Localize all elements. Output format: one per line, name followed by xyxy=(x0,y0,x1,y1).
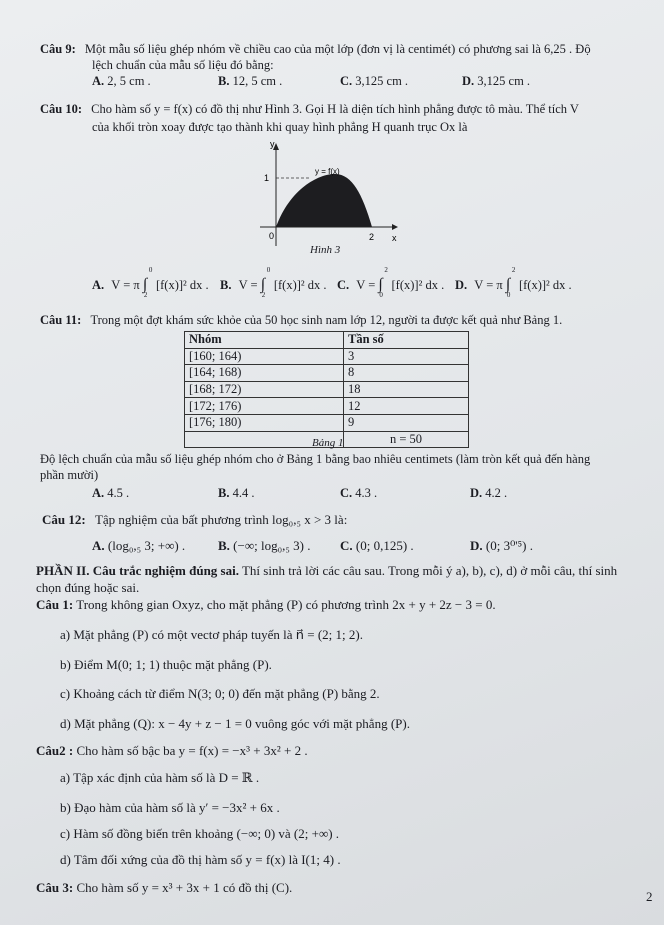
table-row: [164; 168) 8 xyxy=(185,365,469,382)
q11-question-1: Độ lệch chuẩn của mẫu số liệu ghép nhóm cho ở Bảng 1 bằng bao nhiêu centimets (làm tròn kết quả đến hàng xyxy=(40,452,591,466)
q9-label: Câu 9: xyxy=(40,42,76,56)
q9-option-d[interactable]: D. 3,125 cm . xyxy=(462,74,531,88)
q10-line1 xyxy=(40,102,579,117)
q12-option-a[interactable]: A. (log₀,₅ 3; +∞) . xyxy=(92,538,186,553)
p2-c2-item-a[interactable]: a) Tập xác định của hàm số là D = ℝ . xyxy=(60,770,260,785)
p2-c3-label: Câu 3: xyxy=(36,880,74,895)
q11-line xyxy=(40,313,562,328)
part2-instructions-1: Thí sinh trả lời các câu sau. Trong mỗi ý a), b), c), d) ở mỗi câu, thí sinh xyxy=(238,563,618,578)
q10-option-d[interactable]: D. V = π ∫ 2 0 [f(x)]² dx . xyxy=(455,266,572,299)
q11-option-d[interactable]: D. 4.2 . xyxy=(470,486,508,500)
q10-text-1: Cho hàm số y = f(x) có đồ thị như Hình 3. Gọi H là diện tích hình phẳng được tô màu. Thể tích V xyxy=(91,102,579,116)
header-frequency: Tần số xyxy=(344,332,469,349)
tick-x-2: 2 xyxy=(369,232,375,242)
q10-option-a[interactable]: A. V = π ∫ 0 2 [f(x)]² dx . xyxy=(92,266,209,299)
q10-label: Câu 10: xyxy=(40,102,83,116)
p2-c2-label: Câu2 : xyxy=(36,743,74,758)
axis-y-label: y xyxy=(270,139,275,149)
curve-label: y = f(x) xyxy=(315,167,340,176)
q11-question-2: phần mười) xyxy=(40,468,99,482)
table-header-row xyxy=(185,332,469,349)
q10-option-c[interactable]: C. V = ∫ 2 0 [f(x)]² dx . xyxy=(337,266,445,299)
page-number: 2 xyxy=(646,889,653,904)
origin-label: 0 xyxy=(269,231,275,241)
q10-text-2: của khối tròn xoay được tạo thành khi quay hình phẳng H quanh trục Ox là xyxy=(92,120,468,134)
p2-c3-line xyxy=(36,880,292,896)
part2-header xyxy=(36,563,617,579)
p2-c1-text: Trong không gian Oxyz, cho mặt phẳng (P) có phương trình 2x + y + 2z − 3 = 0. xyxy=(76,597,496,612)
table-total-row: n = 50 xyxy=(185,431,469,448)
q11-intro: Trong một đợt khám sức khỏe của 50 học sinh nam lớp 12, người ta được kết quả như Bảng 1. xyxy=(90,313,563,327)
q12-text: Tập nghiệm của bất phương trình log₀,₅ x > 3 là: xyxy=(94,512,348,527)
table-row: [160; 164) 3 xyxy=(185,348,469,365)
q9-option-c[interactable]: C. 3,125 cm . xyxy=(340,74,409,88)
axis-x-label: x xyxy=(392,233,397,243)
p2-c1-item-d[interactable]: d) Mặt phẳng (Q): x − 4y + z − 1 = 0 vuông góc với mặt phẳng (P). xyxy=(60,716,410,731)
table-1-caption: Bảng 1 xyxy=(312,437,344,449)
p2-c1-item-a[interactable]: a) Mặt phẳng (P) có một vectơ pháp tuyến là n⃗ = (2; 1; 2). xyxy=(60,627,363,642)
table-row: [176; 180) 9 xyxy=(185,414,469,431)
x-axis-arrow xyxy=(392,224,398,230)
q9-option-b[interactable]: B. 12, 5 cm . xyxy=(218,74,283,88)
p2-c1-line xyxy=(36,597,496,613)
p2-c2-line xyxy=(36,743,308,759)
q11-option-c[interactable]: C. 4.3 . xyxy=(340,486,378,500)
p2-c2-item-c[interactable]: c) Hàm số đồng biến trên khoảng (−∞; 0) và (2; +∞) . xyxy=(60,826,340,841)
tick-y-1: 1 xyxy=(264,173,270,183)
q10-option-b[interactable]: B. V = ∫ 0 2 [f(x)]² dx . xyxy=(220,266,327,299)
figure-3-caption: Hình 3 xyxy=(310,244,341,256)
frequency-table xyxy=(184,331,469,448)
part2-title: PHẦN II. Câu trắc nghiệm đúng sai. xyxy=(36,563,239,578)
p2-c1-item-c[interactable]: c) Khoảng cách từ điểm N(3; 0; 0) đến mặt phẳng (P) bằng 2. xyxy=(60,686,380,701)
p2-c1-item-b[interactable]: b) Điểm M(0; 1; 1) thuộc mặt phẳng (P). xyxy=(60,657,272,672)
q12-option-b[interactable]: B. (−∞; log₀,₅ 3) . xyxy=(218,538,311,553)
q9-text-1: Một mẫu số liệu ghép nhóm về chiều cao của một lớp (đơn vị là centimét) có phương sai là 6,25 . Độ xyxy=(84,42,591,56)
q9-text-2: lệch chuẩn của mẫu số liệu đó bằng: xyxy=(92,58,274,72)
q12-label: Câu 12: xyxy=(42,512,86,527)
q12-line xyxy=(42,512,347,528)
q11-option-a[interactable]: A. 4.5 . xyxy=(92,486,130,500)
q9-option-a[interactable]: A. 2, 5 cm . xyxy=(92,74,151,88)
q12-option-d[interactable]: D. (0; 3⁰'⁵) . xyxy=(470,538,533,553)
q9-line1 xyxy=(40,42,591,57)
table-row: [168; 172) 18 xyxy=(185,381,469,398)
part2-instructions-2: chọn đúng hoặc sai. xyxy=(36,580,140,595)
p2-c2-text: Cho hàm số bậc ba y = f(x) = −x³ + 3x² + 2 . xyxy=(76,743,308,758)
q11-label: Câu 11: xyxy=(40,313,82,327)
header-group: Nhóm xyxy=(185,332,344,349)
p2-c1-label: Câu 1: xyxy=(36,597,74,612)
p2-c3-text: Cho hàm số y = x³ + 3x + 1 có đồ thị (C). xyxy=(76,880,293,895)
q12-option-c[interactable]: C. (0; 0,125) . xyxy=(340,538,414,553)
figure-3-graph xyxy=(240,138,400,253)
q11-option-b[interactable]: B. 4.4 . xyxy=(218,486,255,500)
table-row: [172; 176) 12 xyxy=(185,398,469,415)
shaded-region xyxy=(276,174,372,227)
p2-c2-item-b[interactable]: b) Đạo hàm của hàm số là y′ = −3x² + 6x . xyxy=(60,800,280,815)
p2-c2-item-d[interactable]: d) Tâm đối xứng của đồ thị hàm số y = f(x) là I(1; 4) . xyxy=(60,852,341,867)
